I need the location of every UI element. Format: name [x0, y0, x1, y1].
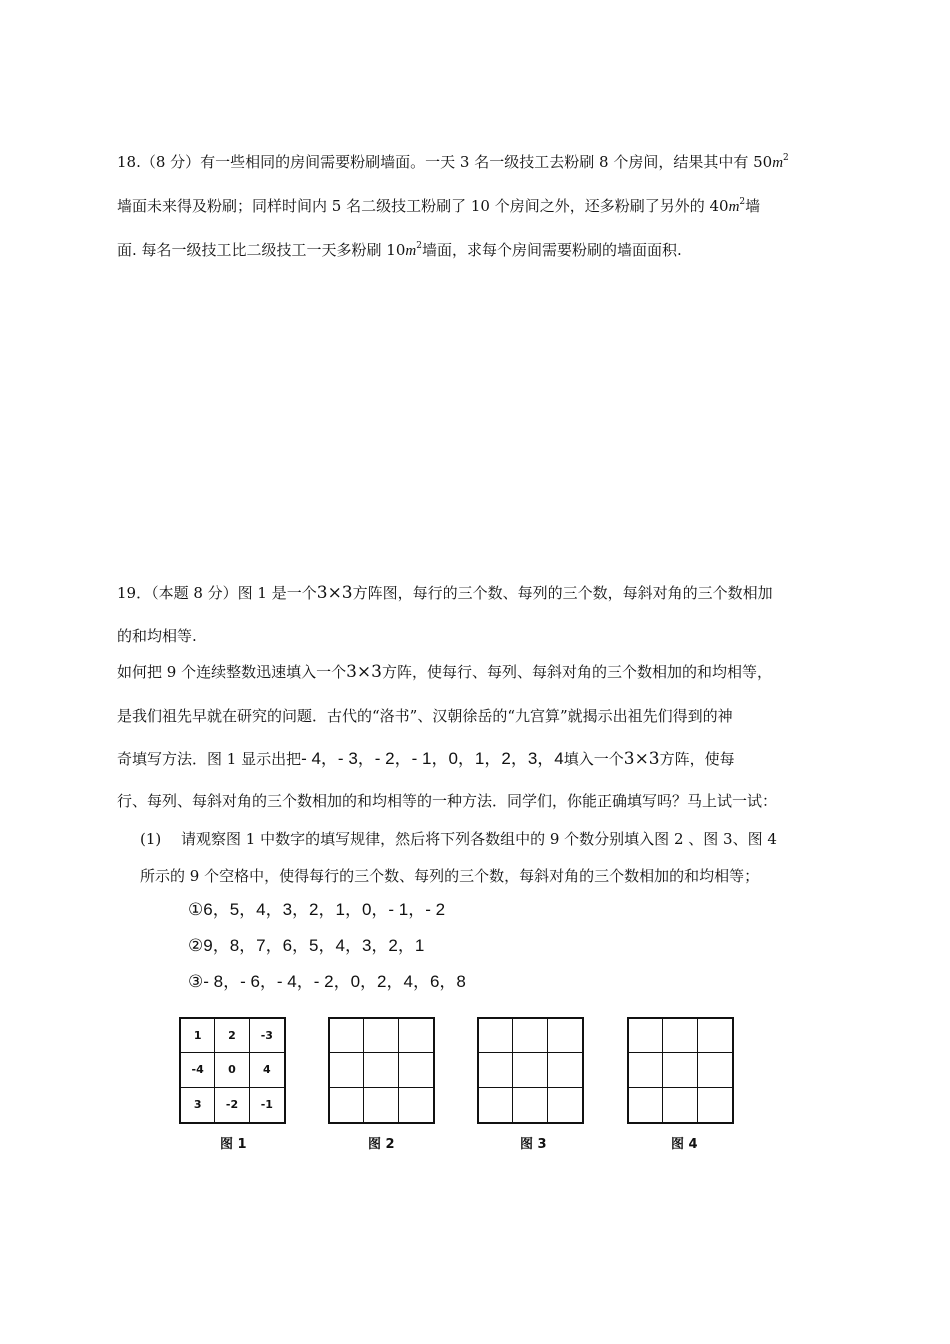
exponent: 2 [739, 197, 746, 207]
empty-cell[interactable] [629, 1088, 663, 1122]
q19-text: 填入一个 [563, 750, 624, 768]
q19-text: 方阵，使每行、每列、每斜对角的三个数相加的和均相等， [381, 663, 772, 681]
grid-cell: 2 [215, 1019, 249, 1053]
figure-1-caption: 图 1 [220, 1137, 247, 1152]
figure-2-grid[interactable] [328, 1017, 435, 1124]
empty-cell[interactable] [698, 1019, 732, 1053]
empty-cell[interactable] [479, 1019, 513, 1053]
empty-cell[interactable] [513, 1019, 547, 1053]
q19-text: 行、每列、每斜对角的三个数相加的和均相等的一种方法．同学们，你能正确填写吗？马上试一试： [117, 792, 778, 810]
empty-cell[interactable] [399, 1053, 433, 1087]
q19-text: 方阵，使每 [659, 750, 735, 768]
q18-text: 墙面，求每个房间需要粉刷的墙面面积. [421, 241, 682, 259]
figure-1-grid [179, 1017, 286, 1124]
figure-4-caption: 图 4 [671, 1137, 698, 1152]
q19-line-2 [117, 626, 197, 646]
q19-line-3 [117, 662, 772, 682]
q18-text: 墙面未来得及粉刷；同样时间内 5 名二级技工粉刷了 10 个房间之外，还多粉刷了另外的 40 [117, 197, 729, 215]
matrix-size: 3×3 [623, 749, 660, 769]
unit-m: m [728, 199, 740, 215]
empty-cell[interactable] [629, 1053, 663, 1087]
empty-cell[interactable] [364, 1088, 398, 1122]
exponent: 2 [416, 241, 422, 251]
empty-cell[interactable] [548, 1019, 582, 1053]
empty-cell[interactable] [513, 1053, 547, 1087]
unit-m: m [405, 243, 417, 259]
empty-cell[interactable] [479, 1053, 513, 1087]
exponent: 2 [783, 153, 789, 163]
empty-cell[interactable] [548, 1088, 582, 1122]
figure-3-caption: 图 3 [520, 1137, 547, 1152]
matrix-size: 3×3 [316, 583, 353, 603]
number-group-2: ②9，8，7，6，5，4，3，2，1 [188, 936, 425, 955]
empty-cell[interactable] [698, 1088, 732, 1122]
q19-text: 如何把 9 个连续整数迅速填入一个 [117, 663, 347, 681]
number-group-1: ①6，5，4，3，2，1，0，- 1，- 2 [188, 900, 446, 919]
grid-cell: 1 [181, 1019, 215, 1053]
grid-cell: -1 [260, 1098, 273, 1112]
q19-text: 是我们祖先早就在研究的问题．古代的“洛书”、汉朝徐岳的“九宫算”就揭示出祖先们得到的神 [117, 707, 733, 725]
grid-cell: -4 [181, 1053, 215, 1087]
number-list: - 4，- 3，- 2，- 1，0，1，2，3，4 [301, 749, 564, 768]
empty-cell[interactable] [663, 1053, 697, 1087]
q19-text: 19．（本题 8 分）图 1 是一个 [117, 584, 317, 602]
empty-cell[interactable] [330, 1019, 364, 1053]
unit-m: m [772, 155, 784, 171]
empty-cell[interactable] [479, 1088, 513, 1122]
matrix-size: 3×3 [346, 662, 382, 682]
q19-line-5 [117, 749, 735, 769]
q19-part1-line-2 [140, 866, 759, 886]
q19-text: 所示的 9 个空格中，使得每行的三个数、每列的三个数，每斜对角的三个数相加的和均相等； [140, 867, 760, 885]
q18-line-1 [117, 148, 789, 173]
q18-text: 面. 每名一级技工比二级技工一天多粉刷 10 [117, 241, 406, 259]
empty-cell[interactable] [663, 1019, 697, 1053]
empty-cell[interactable] [513, 1088, 547, 1122]
grid-cell: -3 [250, 1019, 284, 1053]
empty-cell[interactable] [548, 1053, 582, 1087]
empty-cell[interactable] [364, 1019, 398, 1053]
grid-cell: -2 [215, 1088, 249, 1122]
grid-cell: 4 [250, 1053, 284, 1087]
empty-cell[interactable] [330, 1088, 364, 1122]
q19-line-1 [117, 583, 773, 603]
empty-cell[interactable] [364, 1053, 398, 1087]
q19-text: 方阵图，每行的三个数、每列的三个数，每斜对角的三个数相加 [352, 584, 773, 602]
figure-2-caption: 图 2 [368, 1137, 395, 1152]
grid-cell: 3 [181, 1088, 215, 1122]
grid-cell: 0 [215, 1053, 249, 1087]
empty-cell[interactable] [330, 1053, 364, 1087]
q19-line-4 [117, 706, 733, 726]
empty-cell[interactable] [698, 1053, 732, 1087]
q19-text: 的和均相等. [117, 627, 197, 645]
q19-line-6 [117, 791, 777, 811]
empty-cell[interactable] [399, 1088, 433, 1122]
figure-3-grid[interactable] [477, 1017, 584, 1124]
empty-cell[interactable] [629, 1019, 663, 1053]
q18-text: 墙 [745, 197, 761, 215]
q19-text: 奇填写方法．图 1 显示出把 [117, 750, 302, 768]
empty-cell[interactable] [663, 1088, 697, 1122]
figure-4-grid[interactable] [627, 1017, 734, 1124]
q19-text: (1) 请观察图 1 中数字的填写规律，然后将下列各数组中的 9 个数分别填入图 2 、图 3、图 4 [140, 830, 777, 848]
q18-line-2 [117, 192, 760, 217]
q19-part1-line-1 [140, 829, 777, 849]
number-group-3: ③- 8，- 6，- 4，- 2，0，2，4，6，8 [188, 972, 466, 991]
empty-cell[interactable] [399, 1019, 433, 1053]
q18-text: 18.（8 分）有一些相同的房间需要粉刷墙面。一天 3 名一级技工去粉刷 8 个房间，结果其中有 50 [117, 153, 773, 171]
q18-line-3 [117, 236, 682, 261]
